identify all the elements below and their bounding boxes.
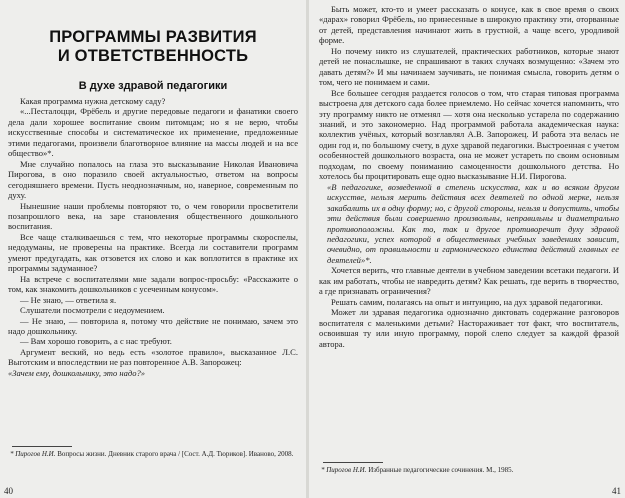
left-page [0,0,306,498]
dialogue-line: — Не знаю, — ответила я. [20,294,117,305]
footnote-divider [12,446,72,447]
paragraph: На встрече с воспитателями мне задали вопрос-просьбу: «Расскажите о том, как знакомить дошкольников с усеченным конусом». [8,273,298,295]
italic-quote: «Зачем ему, дошкольнику, это надо?» [8,367,146,378]
dialogue-line: — Вам хорошо говорить, а с нас требуют. [20,336,172,347]
footnote-divider [323,462,383,463]
paragraph: Все чаще сталкиваешься с тем, что некоторые программы скороспелы, недодуманы, не проверены на практике. Всегда ли составители программ умеют предугадать, как отзовется их слово и как воплотится в практике их программы задуманное? [8,231,298,274]
paragraph: Нынешние наши проблемы повторяют то, о чем говорили просветители позапрошлого века, на заре становления общественного дошкольного воспитания. [8,200,298,232]
right-page [309,0,625,498]
footnote [8,446,298,459]
paragraph: Какая программа нужна детскому саду? [20,96,166,106]
paragraph: Но почему никто из слушателей, практических работников, которые знают детей не понаслышке, не спрашивают в таких случаях возмущенно: «Зачем это давать детям?» И мы начинаем заучивать, не понимая смысла, говорить детям о том, чего не понимаем и сами. [319,45,619,88]
chapter-title [8,28,298,66]
paragraph: Может ли здравая педагогика однозначно диктовать содержание разговоров воспитателя с маленькими детьми? Настораживает тот факт, что воспитатель, освоившая ту или иную программу, порой слепо следует за каждой фразой автора. [319,307,619,349]
paragraph: Аргумент веский, но ведь есть «золотое правило», высказанное Л.С. Выготским и впоследствии не раз повторенное А.В. Запорожец: [8,346,298,368]
paragraph: Мне случайно попалось на глаза это высказывание Николая Ивановича Пирогова, в оно поразило своей актуальностью, ответом на вопросы сегодняшнего времени. Пусть неоднозначным, но, наверное, современным по духу. [8,158,298,201]
paragraph: Решать самим, полагаясь на опыт и интуицию, на дух здравой педагогики. [331,296,603,307]
chapter-title-line-1: ПРОГРАММЫ РАЗВИТИЯ [49,28,257,46]
paragraph: Все большее сегодня раздается голосов о том, что старая типовая программа выстроена для детского сада более приемлемо. Но сейчас хочется напомнить, что эту программу никто не отменял — хотя она несколько устарела по содержанию знаний, и это закономерно. Над программой работала академическая наука: коллектив учёных, который возглавлял А.В. Запорожец. И работа эта велась не один год и, по большому счету, в духе здравой педагогики. Выстроенная с учетом особенностей дошкольного возраста, она не может устареть по своим основным подходам, по своему пониманию самоценности дошкольного детства. Но хотелось бы процитировать еще одно высказывание Н.И. Пирогова. [319,87,619,182]
paragraph: Хочется верить, что главные деятели в учебном заведении всетаки педагоги. И как им работать, чтобы не навредить детям? Как решать, где верить в творчество, а где признавать ограничения? [319,265,619,297]
page-number: 40 [4,486,13,496]
footnote-author: * Пирогов Н.И. [321,466,367,474]
paragraph: Быть может, кто-то и умеет рассказать о конусе, как в свое время о своих «дарах» говорил Фрёбель, но принесенные в широкую практику эти, оторванные от детей, представления начинают жить в грустной, а чаще всего, уродливой форме. [319,4,619,46]
paragraph: Слушатели посмотрели с недоумением. [20,305,165,316]
footnote [319,462,619,475]
dialogue-line: — Не знаю, — повторила я, потому что действие не понимаю, зачем это надо дошкольнику. [8,315,298,336]
footnote-text: Избранные педагогические сочинения. М., 1985. [368,466,514,474]
chapter-title-line-2: И ОТВЕТСТВЕННОСТЬ [57,47,249,65]
pirogov-quote: «В педагогике, возведенной в степень искусства, как и во всяком другом искусстве, нельзя мерить действия всех деятелей по одной мерке, нельзя закабалить их в одну форму; но, с другой стороны, нельзя и допустить, чтобы эти действия были совершенно произвольны, неправильны и диаметрально противоположны. Как то, так и другое противоречит духу здравой педагогики, успех которой в общественных учебных заведениях зависит, очевидно, от правильности и гармонического единства действий главных ее деятелей»*. [327,181,619,265]
page-number: 41 [612,486,621,496]
footnote-author: * Пирогов Н.И. [10,450,56,458]
paragraph: «...Песталоцци, Фрёбель и другие передовые педагоги и фанатики своего дела дали хорошее воспитание своим питомцам; но я не верю, чтобы искусственные способы и систематическое их применение, предложенные этими педагогами, произвели благотворное влияние на массы людей и на все общество»*. [8,106,298,159]
footnote-text: Вопросы жизни. Дневник старого врача / [Сост. А.Д. Тюриков]. Иваново, 2008. [57,450,294,458]
section-title: В духе здравой педагогики [78,80,228,92]
